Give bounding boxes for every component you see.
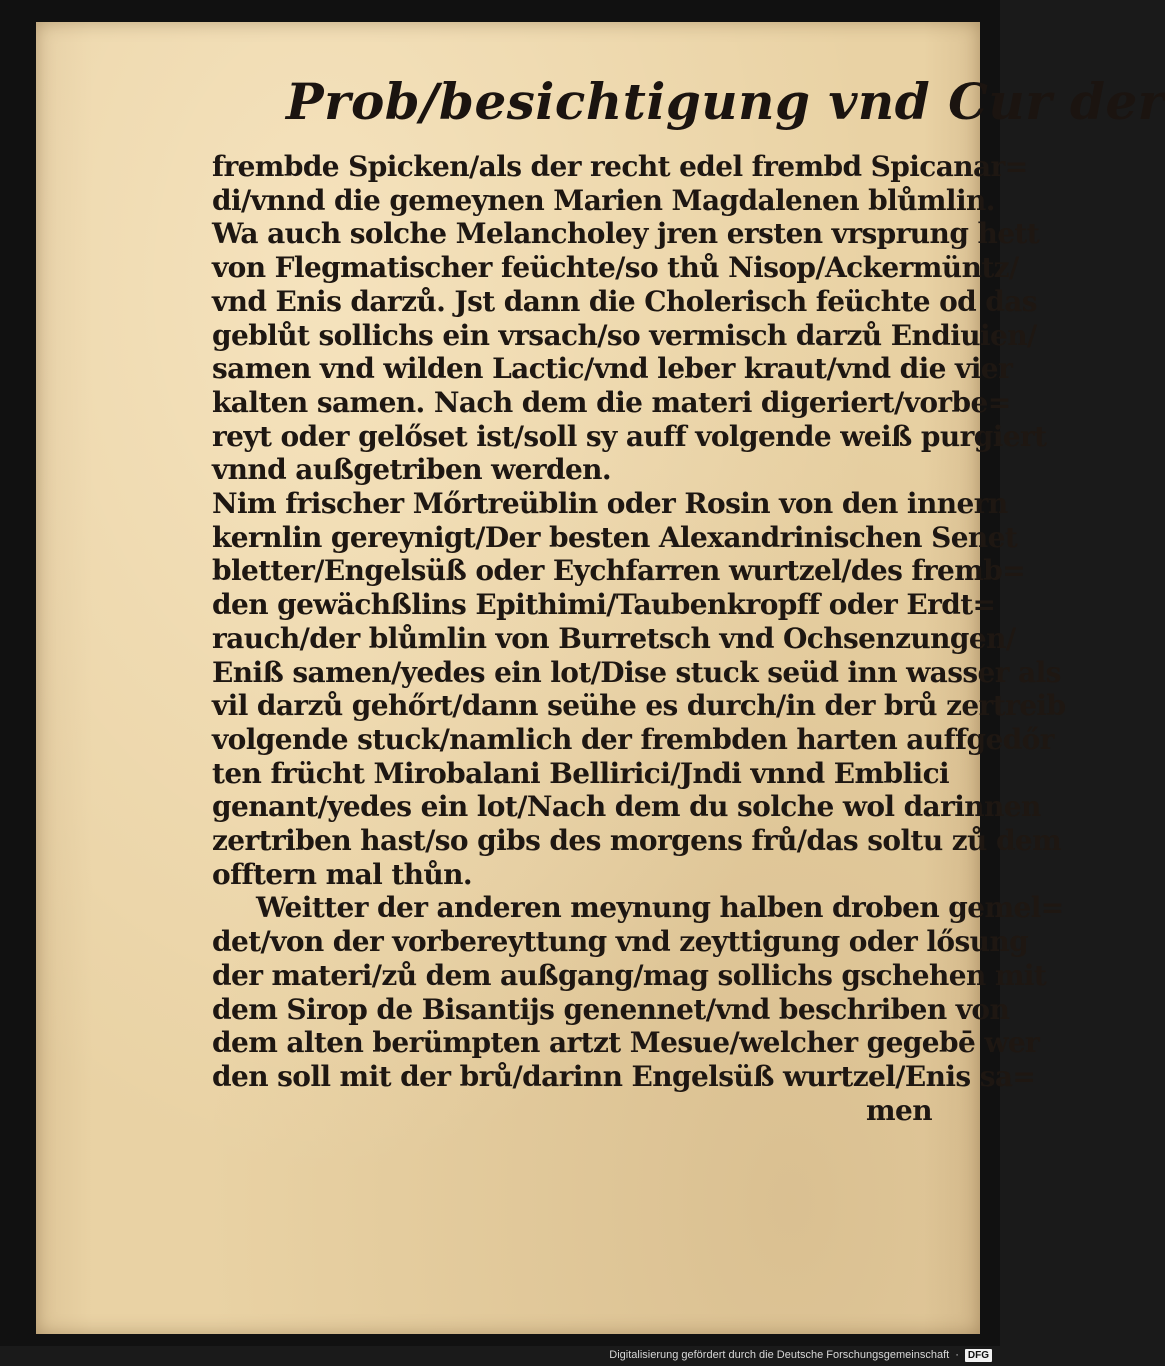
dfg-logo-icon: DFG [965,1349,992,1362]
text-line: genant/yedes ein lot/Nach dem du solche wol darinnen [212,790,1041,824]
text-line: der materi/zů dem außgang/mag sollichs gschehen mit [212,958,1047,992]
catchword: men [866,1093,932,1127]
text-line: di/vnnd die gemeynen Marien Magdalenen blůmlin. [212,183,995,217]
text-line: den soll mit der brů/darinn Engelsüß wurtzel/Enis sa= [212,1059,1036,1093]
text-line: kalten samen. Nach dem die materi digeriert/vorbe= [212,385,1011,419]
text-line: Nim frischer Mőrtreüblin oder Rosin von den innern [212,487,1008,521]
text-line: ten frücht Mirobalani Bellirici/Jndi vnnd Emblici [212,756,950,790]
text-line: offtern mal thůn. [212,857,473,891]
text-line: Eniß samen/yedes ein lot/Dise stuck seüd inn wasser als [212,655,1061,689]
text-line: dem Sirop de Bisantijs genennet/vnd beschriben von [212,992,1010,1026]
text-line: Wa auch solche Melancholey jren ersten vrsprung hett [212,217,1040,251]
text-line: dem alten berümpten artzt Mesue/welcher gegebē wer [212,1026,1040,1060]
running-header: Prob/besichtigung vnd Cur der [286,72,1165,131]
text-line: vnd Enis darzů. Jst dann die Cholerisch feüchte od das [212,284,1037,318]
text-line: vil darzů gehőrt/dann seühe es durch/in der brů zertreib [212,689,1066,723]
text-line: det/von der vorbereyttung vnd zeyttigung oder lősung [212,925,1029,959]
text-line: frembde Spicken/als der recht edel frembd Spicanar= [212,150,1028,183]
body-text [212,150,1066,1127]
text-line: Weitter der anderen meynung halben droben gemel= [256,891,1064,925]
text-line: kernlin gereynigt/Der besten Alexandrinischen Senet [212,520,1018,554]
book-page [36,22,1165,1334]
text-line: geblůt sollichs ein vrsach/so vermisch darzů Endiuien/ [212,318,1037,352]
text-line: bletter/Engelsüß oder Eychfarren wurtzel/des fremb= [212,554,1026,588]
text-line: samen vnd wilden Lactic/vnd leber kraut/vnd die vier [212,352,1013,386]
text-line: den gewächßlins Epithimi/Taubenkropff oder Erdt= [212,588,996,622]
text-line: reyt oder gelőset ist/soll sy auff volgende weiß purgiert [212,419,1047,453]
footer-bar [609,1346,992,1364]
text-line: zertriben hast/so gibs des morgens frů/das soltu zů dem [212,824,1062,858]
text-line: volgende stuck/namlich der frembden harten auffgedőr [212,722,1054,756]
footer-separator: · [955,1349,959,1361]
text-line: von Flegmatischer feüchte/so thů Nisop/Ackermüntz/ [212,251,1019,285]
text-line: vnnd außgetriben werden. [212,453,612,487]
footer-credit: Digitalisierung gefördert durch die Deutsche Forschungsgemeinschaft [609,1349,950,1361]
text-line: rauch/der blůmlin von Burretsch vnd Ochsenzungen/ [212,621,1016,655]
